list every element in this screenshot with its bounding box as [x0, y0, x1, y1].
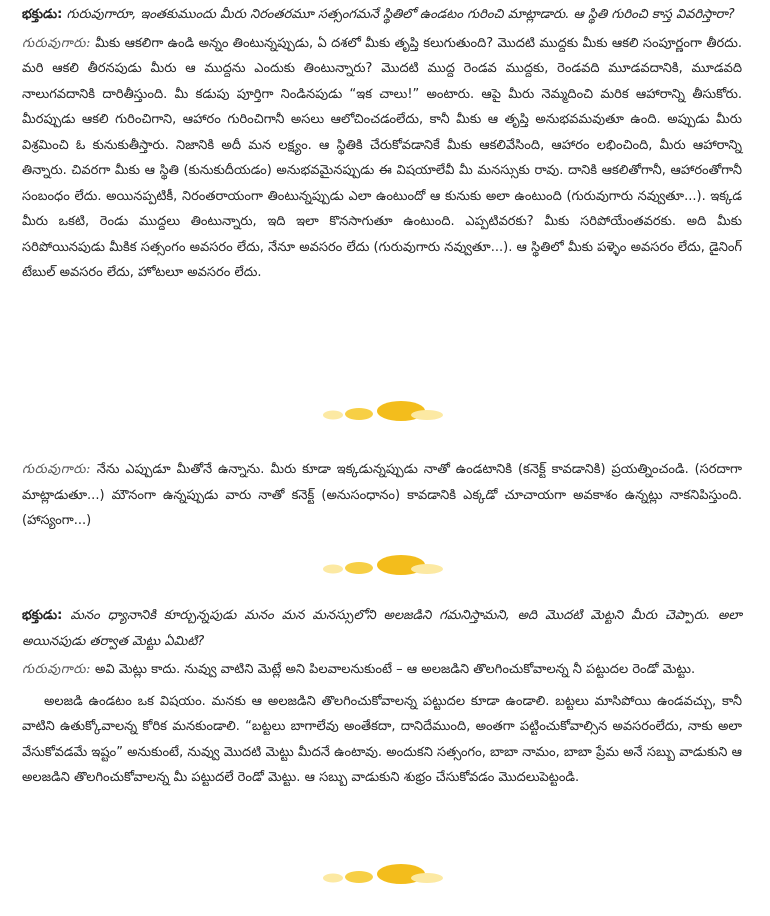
answer-text: మీకు ఆకలిగా ఉండి అన్నం తింటున్నప్పుడు, ఏ దశలో మీకు తృప్తి కలుగుతుంది? మొదటి ముద్దకు మీకు ఆకలి సంపూర్ణంగా తీరదు. మరి ఆకలి తీరనపుడు మీరు ఆ ముద్దను ఎందుకు తింటున్నారు? మొదటి ముద్ద రెండవ ముద్దకు, రెండవది మూడవదానికి, మూడవది నాలుగవదానికి దారితీస్తుంది. మీ కడుపు పూర్తిగా నిండినపుడు “ఇక చాలు!” అంటారు. ఆపై మీరు నెమ్మదించి మరిక ఆహారాన్ని తీసుకోరు. మీరప్పుడు ఆకలి గురించిగాని, ఆహారం గురించిగానీ అసలు ఆలోచించడంలేదు, కానీ మీకు ఆ తృప్తి అనుభవమవుతూ ఉంది. అప్పుడు మీరు విశ్రమించి ఓ కునుకుతీస్తారు. నిజానికి అదీ మన లక్ష్యం. ఆ స్థితికి చేరుకోవడానికే మీకు ఆకలివేసింది, ఆహారం లభించింది, మీరు ఆహారాన్ని తిన్నారు. చివరగా మీకు ఆ స్థితి (కునుకుదీయడం) అనుభవమైనప్పుడు ఈ విషయాలేవీ మీ మనస్సుకు రావు. దానికి ఆకలితోగానీ, ఆహారంతోగానీ సంబంధం లేదు. అయినప్పటికీ, నిరంతరాయంగా తింటున్నప్పుడు ఎలా ఉంటుందో ఆ కునుకు అలా ఉంటుంది (గురువుగారు నవ్వుతూ...). ఇక్కడ మీరు ఒకటి, రెండు ముద్దలు తింటున్నారు, ఇది ఇలా కొనసాగుతూ ఉంటుంది. ఎప్పటివరకు? మీకు సరిపోయేంతవరకు. అది మీకు సరిపోయినపుడు మీకిక సత్సంగం అవసరం లేదు, నేనూ అవసరం లేదు (గురువుగారు నవ్వుతూ...). ఆ స్థితిలో మీకు పళ్ళెం అవసరం లేదు, డైనింగ్ టేబుల్ అవసరం లేదు, హోటలూ అవసరం లేదు.: [22, 35, 742, 280]
devotee-question: [22, 603, 742, 654]
guru-answer: [22, 657, 742, 683]
qa-section-3: [22, 603, 742, 791]
devotee-label: భక్తుడు:: [22, 7, 63, 22]
guru-answer: [22, 457, 742, 534]
ornamental-divider-1: [315, 396, 460, 428]
guru-label: గురువుగారు:: [22, 35, 91, 51]
guru-label: గురువుగారు:: [22, 662, 91, 677]
devotee-label: భక్తుడు:: [22, 608, 63, 623]
ornamental-divider-3: [315, 859, 460, 891]
devotee-question: [22, 2, 742, 28]
body-paragraph: అలజడి ఉండటం ఒక విషయం. మనకు ఆ అలజడిని తొలగించుకోవాలన్న పట్టుదల కూడా ఉండాలి. బట్టలు మాసిపోయి ఉండవచ్చు, కానీ వాటిని ఉతుక్కోవాలన్న కోరిక మనకుండాలి. “బట్టలు బాగాలేవు అంతేకదా, దానిదేముంది, అంతగా పట్టించుకోవాల్సిన అవసరంలేదు, నాకు అలా వేసుకోవడమే ఇష్టం” అనుకుంటే, నువ్వు మొదటి మెట్టు మీదనే ఉంటావు. అందుకని సత్సంగం, బాబా నామం, బాబా ప్రేమ అనే సబ్బు వాడుకుని ఆ అలజడిని తొలగించుకోవాలన్న మీ పట్టుదలే రెండో మెట్టు. ఆ సబ్బు వాడుకుని శుభ్రం చేసుకోవడం మొదలుపెట్టండి.: [22, 693, 742, 785]
qa-section-1: [22, 2, 742, 286]
answer-text: అవి మెట్లు కాదు. నువ్వు వాటిని మెట్లే అని పిలవాలనుకుంటే – ఆ అలజడిని తొలగించుకోవాలన్న నీ పట్టుదల రెండో మెట్టు.: [94, 662, 696, 677]
qa-section-2: [22, 457, 742, 534]
ornamental-divider-2: [315, 550, 460, 582]
question-text: గురువుగారూ, ఇంతకుముందు మీరు నిరంతరమూ సత్సంగమనే స్థితిలో ఉండటం గురించి మాట్లాడారు. ఆ స్థితి గురించి కాస్త వివరిస్తారా?: [66, 7, 735, 22]
guru-answer: [22, 31, 742, 286]
answer-text: నేను ఎప్పుడూ మీతోనే ఉన్నాను. మీరు కూడా ఇక్కడున్నప్పుడు నాతో ఉండటానికి (కనెక్ట్ కావడానికి) ప్రయత్నించండి. (సరదాగా మాట్లాడుతూ...) మౌనంగా ఉన్నప్పుడు వారు నాతో కనెక్ట్ (అనుసంధానం) కావడానికి ఎక్కడో చూచాయగా అవకాశం ఉన్నట్లు నాకనిపిస్తుంది. (హాస్యంగా...): [22, 462, 742, 528]
guru-label: గురువుగారు:: [22, 462, 91, 477]
question-text: మనం ధ్యానానికి కూర్చున్నపుడు మనం మన మనస్సులోని అలజడిని గమనిస్తామని, అది మొదటి మెట్టని మీరు చెప్పారు. అలా అయినపుడు తర్వాత మెట్టు ఏమిటి?: [22, 608, 743, 649]
